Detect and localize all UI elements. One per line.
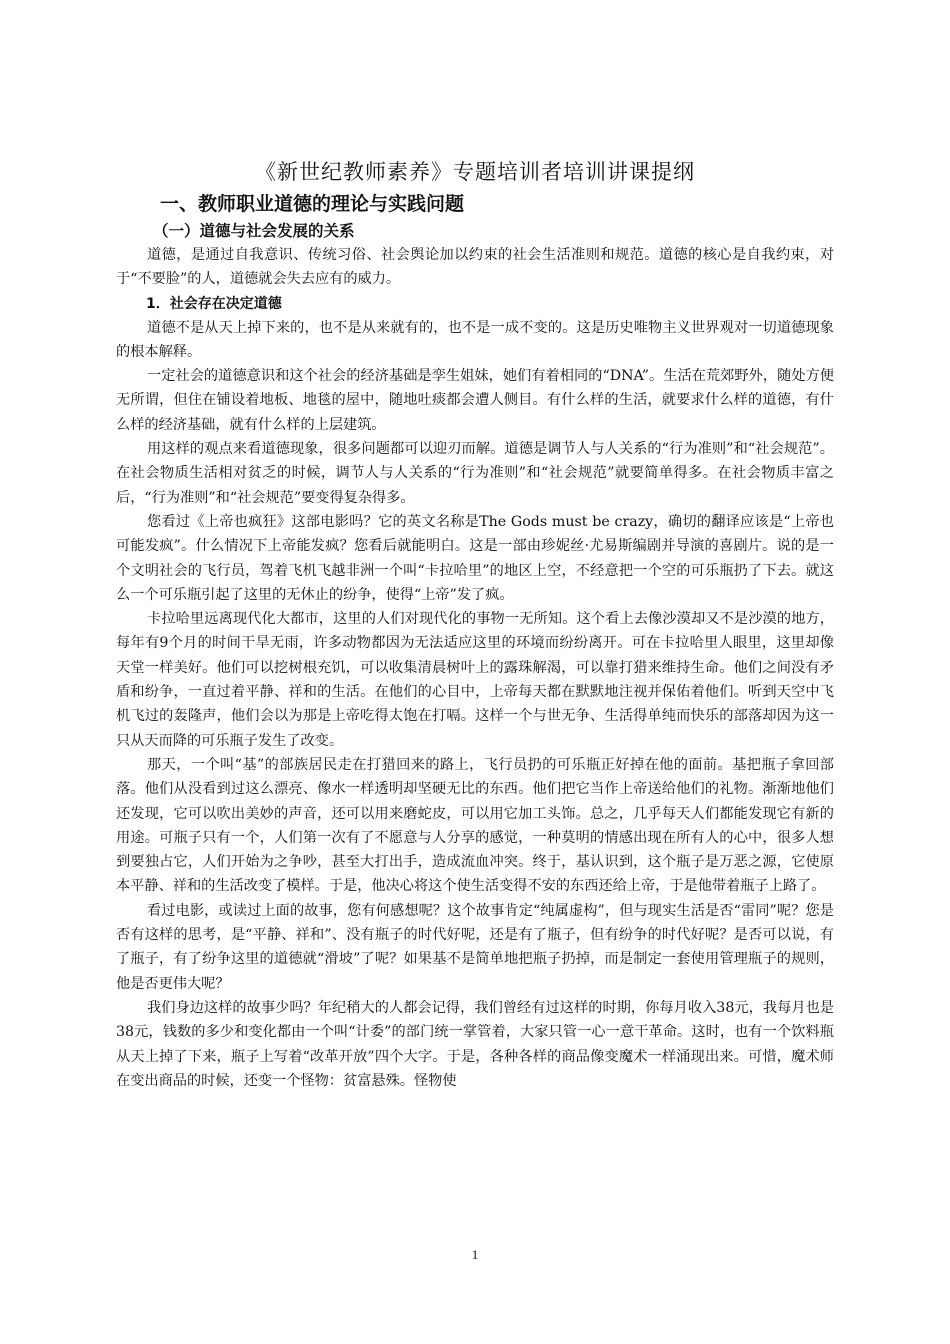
- paragraph-3: 一定社会的道德意识和这个社会的经济基础是孪生姐妹，她们有着相同的“DNA”。生活在荒郊野外，随处方便无所谓，但住在铺设着地板、地毯的屋中，随地吐痰都会遭人侧目。有什么样的生活，就要求什么样的道德，有什么样的经济基础，就有什么样的上层建筑。: [116, 368, 834, 433]
- section-heading: 一、教师职业道德的理论与实践问题: [160, 193, 465, 215]
- point-heading: 1．社会存在决定道德: [146, 295, 282, 312]
- paragraph-5: 您看过《上帝也疯狂》这部电影吗？它的英文名称是The Gods must be crazy，确切的翻译应该是“上帝也可能发疯”。什么情况下上帝能发疯？您看后就能明白。这是一部由珍妮丝·尤易斯编剧并导演的喜剧片。说的是一个文明社会的飞行员，驾着飞机飞越非洲一个叫“卡拉哈里”的地区上空，不经意把一个空的可乐瓶扔了下去。就这么一个可乐瓶引起了这里的无休止的纷争，使得“上帝”发了疯。: [116, 513, 834, 603]
- paragraph-9: 我们身边这样的故事少吗？年纪稍大的人都会记得，我们曾经有过这样的时期，你每月收入38元，我每月也是38元，钱数的多少和变化都由一个叫“计委”的部门统一掌管着，大家只管一心一意干革命。这时，也有一个饮料瓶从天上掉了下来，瓶子上写着“改革开放”四个大字。于是，各种各样的商品像变魔术一样涌现出来。可惜，魔术师在变出商品的时候，还变一个怪物：贫富悬殊。怪物使: [116, 999, 834, 1089]
- paragraph-2: 道德不是从天上掉下来的，也不是从来就有的，也不是一成不变的。这是历史唯物主义世界观对一切道德现象的根本解释。: [116, 319, 834, 360]
- paragraph-7: 那天，一个叫“基”的部族居民走在打猎回来的路上，飞行员扔的可乐瓶正好掉在他的面前。基把瓶子拿回部落。他们从没看到过这么漂亮、像水一样透明却坚硬无比的东西。他们把它当作上帝送给他们的礼物。渐渐地他们还发现，它可以吹出美妙的声音，还可以用来磨蛇皮，可以用它加工头饰。总之，几乎每天人们都能发现它有新的用途。可瓶子只有一个，人们第一次有了不愿意与人分享的感觉，一种莫明的情感出现在所有人的心中，很多人想到要独占它，人们开始为之争吵，甚至大打出手，造成流血冲突。终于，基认识到，这个瓶子是万恶之源，它使原本平静、祥和的生活改变了模样。于是，他决心将这个使生活变得不安的东西还给上帝，于是他带着瓶子上路了。: [116, 756, 834, 895]
- document-title: 《新世纪教师素养》专题培训者培训讲课提纲: [255, 160, 695, 184]
- paragraph-8: 看过电影，或读过上面的故事，您有何感想呢？这个故事肯定“纯属虚构”，但与现实生活是否“雷同”呢？您是否有这样的思考，是“平静、祥和”、没有瓶子的时代好呢，还是有了瓶子，但有纷争的时代好呢？是否可以说，有了瓶子，有了纷争这里的道德就“滑坡”了呢？如果基不是简单地把瓶子扔掉，而是制定一套使用管理瓶子的规则，他是否更伟大呢？: [116, 902, 834, 992]
- subsection-heading: （一）道德与社会发展的关系: [153, 222, 355, 240]
- paragraph-6: 卡拉哈里远离现代化大都市，这里的人们对现代化的事物一无所知。这个看上去像沙漠却又不是沙漠的地方，每年有9个月的时间干旱无雨，许多动物都因为无法适应这里的环境而纷纷离开。可在卡拉哈里人眼里，这里却像天堂一样美好。他们可以挖树根充饥，可以收集清晨树叶上的露珠解渴，可以靠打猎来维持生命。他们之间没有矛盾和纷争，一直过着平静、祥和的生活。在他们的心目中，上帝每天都在默默地注视并保佑着他们。听到天空中飞机飞过的轰隆声，他们会以为那是上帝吃得太饱在打嗝。这样一个与世无争、生活得单纯而快乐的部落却因为这一只从天而降的可乐瓶子发生了改变。: [116, 611, 834, 749]
- page-number: 1: [471, 1247, 479, 1262]
- paragraph-1: 道德，是通过自我意识、传统习俗、社会舆论加以约束的社会生活准则和规范。道德的核心是自我约束，对于“不要脸”的人，道德就会失去应有的威力。: [116, 247, 834, 288]
- paragraph-4: 用这样的观点来看道德现象，很多问题都可以迎刃而解。道德是调节人与人关系的“行为准则”和“社会规范”。在社会物质生活相对贫乏的时候，调节人与人关系的“行为准则”和“社会规范”就要简单得多。在社会物质丰富之后，“行为准则”和“社会规范”要变得复杂得多。: [116, 441, 834, 506]
- document-body: [116, 155, 834, 1093]
